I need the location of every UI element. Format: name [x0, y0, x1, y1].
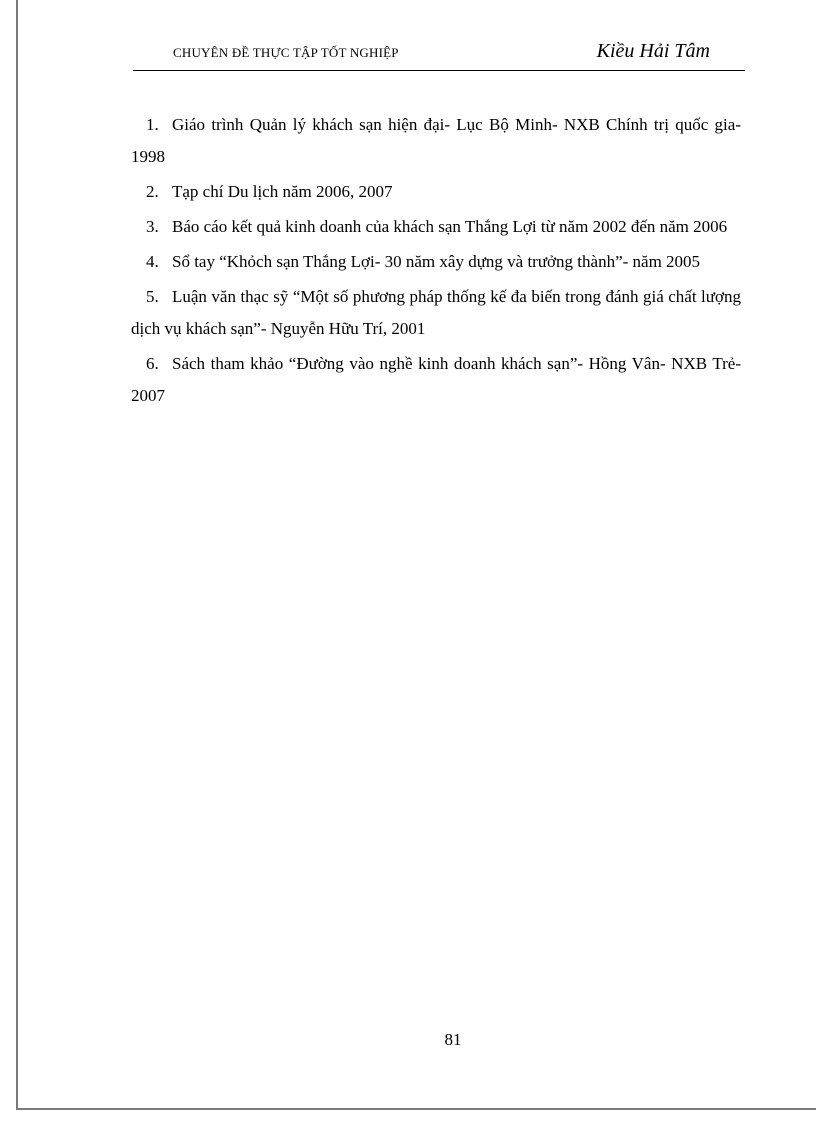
reference-item: [131, 211, 741, 243]
reference-text: Luận văn thạc sỹ “Một số phương pháp thống kế đa biến trong đánh giá chất lượng dịch vụ khách sạn”- Nguyễn Hữu Trí, 2001: [131, 287, 741, 338]
reference-item: [131, 348, 741, 412]
reference-number: 6.: [146, 354, 159, 373]
reference-item: [131, 176, 741, 208]
page-number: 81: [444, 1030, 462, 1049]
page-header: [133, 36, 745, 71]
reference-text: Tạp chí Du lịch năm 2006, 2007: [172, 182, 393, 201]
reference-text: Báo cáo kết quả kinh doanh của khách sạn Thắng Lợi từ năm 2002 đến năm 2006: [172, 217, 728, 236]
reference-item: [131, 109, 741, 173]
reference-item: [131, 246, 741, 278]
reference-number: 1.: [146, 115, 159, 134]
reference-number: 5.: [146, 287, 159, 306]
reference-list: [131, 109, 741, 415]
reference-number: 3.: [146, 217, 159, 236]
header-title: CHUYÊN ĐỀ THỰC TẬP TỐT NGHIỆP: [173, 45, 399, 60]
reference-text: Sổ tay “Khỏch sạn Thắng Lợi- 30 năm xây dựng và trưởng thành”- năm 2005: [172, 252, 701, 271]
reference-number: 2.: [146, 182, 159, 201]
reference-item: [131, 281, 741, 345]
header-author: Kiều Hải Tâm: [596, 40, 710, 62]
reference-text: Sách tham khảo “Đường vào nghề kinh doanh khách sạn”- Hồng Vân- NXB Trẻ- 2007: [131, 354, 741, 405]
reference-text: Giáo trình Quản lý khách sạn hiện đại- Lục Bộ Minh- NXB Chính trị quốc gia- 1998: [131, 115, 741, 166]
reference-number: 4.: [146, 252, 159, 271]
